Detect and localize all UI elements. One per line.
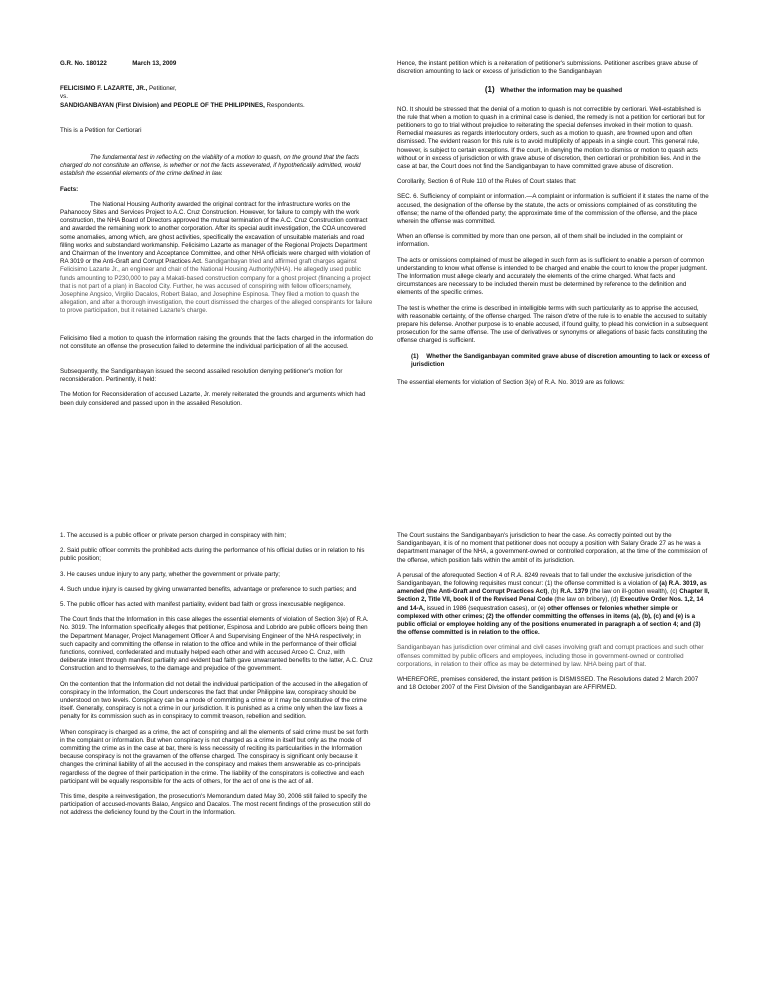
jp2-f: Chapter II, Section 2, Title VII, book II of the Revised Penal Code: [397, 588, 710, 604]
case-header: [60, 60, 373, 68]
respondents-line: [60, 102, 373, 110]
jp2-e: (the law on ill-gotten wealth), (c): [588, 588, 680, 596]
facts-paragraph-3: Subsequently, the Sandiganbayan issued the second assailed resolution denying petitioner's motion for reconsideration. Pertinently, it held:: [60, 368, 343, 384]
issue-2-heading: [411, 353, 710, 369]
intro-paragraph: This is a Petition for Certiorari: [60, 126, 142, 134]
jurisdiction-paragraph-1: The Court sustains the Sandiganbayan's jurisdiction to hear the case. As correctly pointed out by the Sandiganbayan, it is of no moment that petitioner does not occupy a position with Salary Grade 27 as he was a department manager of the NHA, a government-owned or controlled corporation, at the time of the commission of the offense, which position falls within the ambit of its jurisdiction.: [397, 532, 708, 564]
ruling-paragraph-6: The test is whether the crime is described in intelligible terms with such particularity as to apprise the accused, with reasonable certainty, of the offense charged. The raison d'etre of the rule is to enable the accused to suitably prepare his defense. Another purpose is to enable accused, if found guilty, to plead his conviction in a subsequent prosecution for the same offense. The use of derivatives or synonyms or allegations of basic facts constituting the offense charged is sufficient.: [397, 304, 708, 345]
petition-paragraph: Hence, the instant petition which is a reiteration of petitioner's submissions. Petitioner ascribes grave abuse of discretion amounting to lack or excess of jurisdiction to the Sandiganbayan: [397, 60, 698, 76]
jp2-j: other offenses or felonies whether simple or complexed with other crimes; (2) the offender committing the offenses in items (a), (b), (c) and (e) is a public official or employee holding any of the positions enumerated in paragraph a of section 4; and (3) the offense committed is in relation to the office.: [397, 604, 701, 637]
respondents-name: SANDIGANBAYAN (First Division) and PEOPLE OF THE PHILIPPINES,: [60, 101, 265, 109]
ruling-paragraph-4: When an offense is committed by more than one person, all of them shall be included in the complaint or information.: [397, 233, 683, 249]
ruling-paragraph-5: The acts or omissions complained of must be alleged in such form as is sufficient to enable a person of common understanding to know what offense is intended to be charged and enable the court to know the proper judgment. The Information must allege clearly and accurately the elements of the crime charged. What facts and circumstances are necessary to be included therein must be determined by reference to the definition and elements of the specific crimes.: [397, 256, 708, 297]
element-5: 5. The public officer has acted with manifest partiality, evident bad faith or gross inexcusable negligence.: [60, 601, 346, 609]
jp2-i: issued in 1986 (sequestration cases), or (e): [424, 604, 548, 612]
page1-left-column: [60, 60, 373, 415]
page2-right-column: [397, 532, 710, 699]
jp2-d: R.A. 1379: [560, 588, 589, 596]
analysis-paragraph-2: On the contention that the Information did not detail the individual participation of the accused in the allegation of conspiracy in the Information, the Court underscores the fact that under Philippine law, conspiracy should be understood on two levels. Conspiracy can be a mode of committing a crime or it may be constitutive of the crime itself. Generally, conspiracy is not a crime in our jurisdiction. It is punished as a crime only when the law fixes a penalty for its commission such as in conspiracy to commit treason, rebellion and sedition.: [60, 680, 368, 721]
facts-paragraph-1: [60, 201, 373, 316]
ruling-paragraph-1: NO. It should be stressed that the denial of a motion to quash is not correctible by certiorari. Well-established is the rule that when a motion to quash in a criminal case is denied, the remedy is not a petition for certiorari but for petitioners to go to trial without prejudice to reiterating the special defenses invoked in their motion to quash. Remedial measures as regards interlocutory orders, such as a motion to quash, are frowned upon and often dismissed. The evident reason for this rule is to avoid multiplicity of appeals in a single court. This general rule, however, is subject to certain exceptions. If the court, in denying the motion to dismiss or motion to quash acts without or in excess of jurisdiction or with grave abuse of discretion, then certiorari or prohibition lies. And in the case at bar, the Court does not find the Sandiganbayan to have committed grave abuse of discretion.: [397, 105, 705, 171]
facts-paragraph-1-main: The National Housing Authority awarded the original contract for the infrastructure works on the Pahanocoy Sites and Services Project to A.C. Cruz Construction. However, for failure to comply with the work construction, the NHA Board of Directors approved the mutual termination of the A.C. Cruz Construction contract and awarded the remaining work to another corporation. After its special audit investigation, the COA uncovered some anomalies, among which, are ghost activities, specifically the excavation of unsuitable materials and road filling works and substandard workmanship. Felicisimo Lazarte as manager of the Regional Projects Department and Chairman of the Inventory and Acceptance Committee, and other NHA officials were charged with violation of RA 3019 or the Anti-Graft and Corrupt Practices Act.: [60, 200, 371, 266]
respondents-role: Respondents.: [266, 101, 305, 109]
ruling-paragraph-7: The essential elements for violation of Section 3(e) of R.A. No. 3019 are as follows:: [397, 379, 625, 387]
jurisdiction-paragraph-2: [397, 572, 710, 638]
issue-1-heading: [397, 86, 710, 95]
issue-2-text: Whether the Sandiganbayan commited grave abuse of discretion amounting to lack or excess of jurisdiction: [411, 352, 710, 368]
jp2-h: Executive Order Nos. 1,2, 14 and 14-A,: [397, 596, 704, 612]
decision-date: March 13, 2009: [132, 60, 177, 67]
element-2: 2. Said public officer commits the prohibited acts during the performance of his official duties or in relation to his public position;: [60, 547, 365, 563]
jurisdiction-paragraph-3: Sandiganbayan has jurisdiction over criminal and civil cases involving graft and corrupt practices and such other offenses committed by public officers and employees, including those in government-owned or controlled corporations, in relation to their office as may be determined by law. NHA being part of that.: [397, 644, 704, 668]
petitioner-line: [60, 85, 373, 93]
facts-label: Facts:: [60, 185, 79, 193]
analysis-paragraph-3: When conspiracy is charged as a crime, the act of conspiring and all the elements of said crime must be set forth in the complaint or information. But when conspiracy is not charged as a crime in itself but only as the mode of committing the crime as in the case at bar, there is less necessity of reciting its particularities in the Information because conspiracy is not the gravamen of the offense charged. The conspiracy is significant only because it changes the criminal liability of all the accused in the conspiracy and makes them answerable as co-principals regardless of the degree of their participation in the crime. The liability of the conspirators is collective and each participant will be equally responsible for the acts of others, for the act of one is the act of all.: [60, 728, 369, 785]
analysis-paragraph-4: This time, despite a reinvestigation, the prosecution's Memorandum dated May 30, 2006 still failed to specify the participation of accused-movants Balao, Angsico and Dacalos. The most recent findings of the prosecution still do not address the deficiency found by the Court in the Information.: [60, 793, 371, 817]
page2-left-column: [60, 532, 373, 825]
facts-paragraph-2: Felicisimo filed a motion to quash the information raising the grounds that the facts charged in the information do not constitute an offense the prosecution failed to determine the individual participation of all the accused.: [60, 334, 373, 350]
versus: vs.: [60, 93, 68, 101]
element-4: 4. Such undue injury is caused by giving unwarranted benefits, advantage or preference to such parties; and: [60, 585, 357, 593]
facts-paragraph-4: The Motion for Reconsideration of accused Lazarte, Jr. merely reiterated the grounds and arguments which had been duly considered and passed upon in the assailed Resolution.: [60, 391, 366, 407]
element-3: 3. He causes undue injury to any party, whether the government or private party;: [60, 570, 281, 578]
dispositive-paragraph: WHEREFORE, premises considered, the instant petition is DISMISSED. The Resolutions dated 2 March 2007 and 18 October 2007 of the First Division of the Sandiganbayan are AFFIRMED.: [397, 676, 699, 692]
jp2-b: (a) R.A. 3019, as amended (the Anti-Graft and Corrupt Practices Act): [397, 580, 707, 596]
analysis-paragraph-1: The Court finds that the Information in this case alleges the essential elements of violation of Section 3(e) of R.A. No. 3019. The Information specifically alleges that petitioner, Espinosa and Lobrido are public officers being then the Department Manager, Project Management Officer A and Supervising Engineer of the NHA respectively; in such capacity and committing the offense in relation to the office and while in the performance of their official functions, connived, confederated and mutually helped each other and with accused Arceo C. Cruz, with deliberate intent through manifest partiality and evident bad faith gave unwarranted benefits to the latter, A.C. Cruz Construction and to themselves, to the damage and prejudice of the government.: [60, 616, 373, 673]
jp2-a: A perusal of the aforequoted Section 4 of R.A. 8249 reveals that to fall under the exclusive jurisdiction of the Sandiganbayan, the following requisites must concur: (1) the offense committed is a violation of: [397, 571, 692, 588]
ruling-paragraph-3: SEC. 6. Sufficiency of complaint or information.—A complaint or information is sufficient if it states the name of the accused, the designation of the offense by the statute, the acts or omissions complained of as constituting the offense; the name of the offended party; the approximate time of the commission of the offense, and the place wherein the offense was committed.: [397, 193, 709, 226]
petitioner-role: Petitioner,: [149, 85, 177, 93]
jp2-g: (the law on bribery), (d): [552, 596, 621, 604]
ruling-paragraph-2: Corollarily, Section 6 of Rule 110 of the Rules of Court states that:: [397, 178, 577, 186]
element-1: 1. The accused is a public officer or private person charged in conspiracy with him;: [60, 532, 287, 539]
petitioner-name: FELICISIMO F. LAZARTE, JR.,: [60, 85, 148, 93]
facts-paragraph-1-note: Sandiganbayan tried and affirmed graft charges against Felicisimo Lazarte Jr., an engineer and chair of the National Housing Authority(NHA). He allegedly used public funds amounting to P230,000 to pay a Makati-based construction company for a ghost project (financing a project that is not part of a plan) in Bacolod City. Further, he was accused of conspiring with fellow officers;namely, Josephine Angsico, Virgilio Dacalos, Robert Balao, and Josephine Espinosa. They filed a motion to quash the allegation, and after a thorough investigation, the court dismissed the charges of the alleged conspirants for failure to prove participation, but it retained Lazarte's charge.: [60, 258, 373, 315]
page1-right-column: [397, 60, 710, 394]
issue-1-number: (1): [484, 85, 495, 95]
issue-1-text: Whether the information may be quashed: [500, 87, 623, 95]
issue-2-number: (1): [411, 352, 419, 360]
doctrine-paragraph: The fundamental test in reflecting on the viability of a motion to quash, on the ground that the facts charged do not constitute an offense, is whether or not the facts asseverated, if hypothetically admitted, would establish the essential elements of the crime defined in law.: [60, 154, 361, 178]
gr-number: G.R. No. 180122: [60, 60, 107, 67]
jp2-c: , (b): [547, 588, 561, 596]
